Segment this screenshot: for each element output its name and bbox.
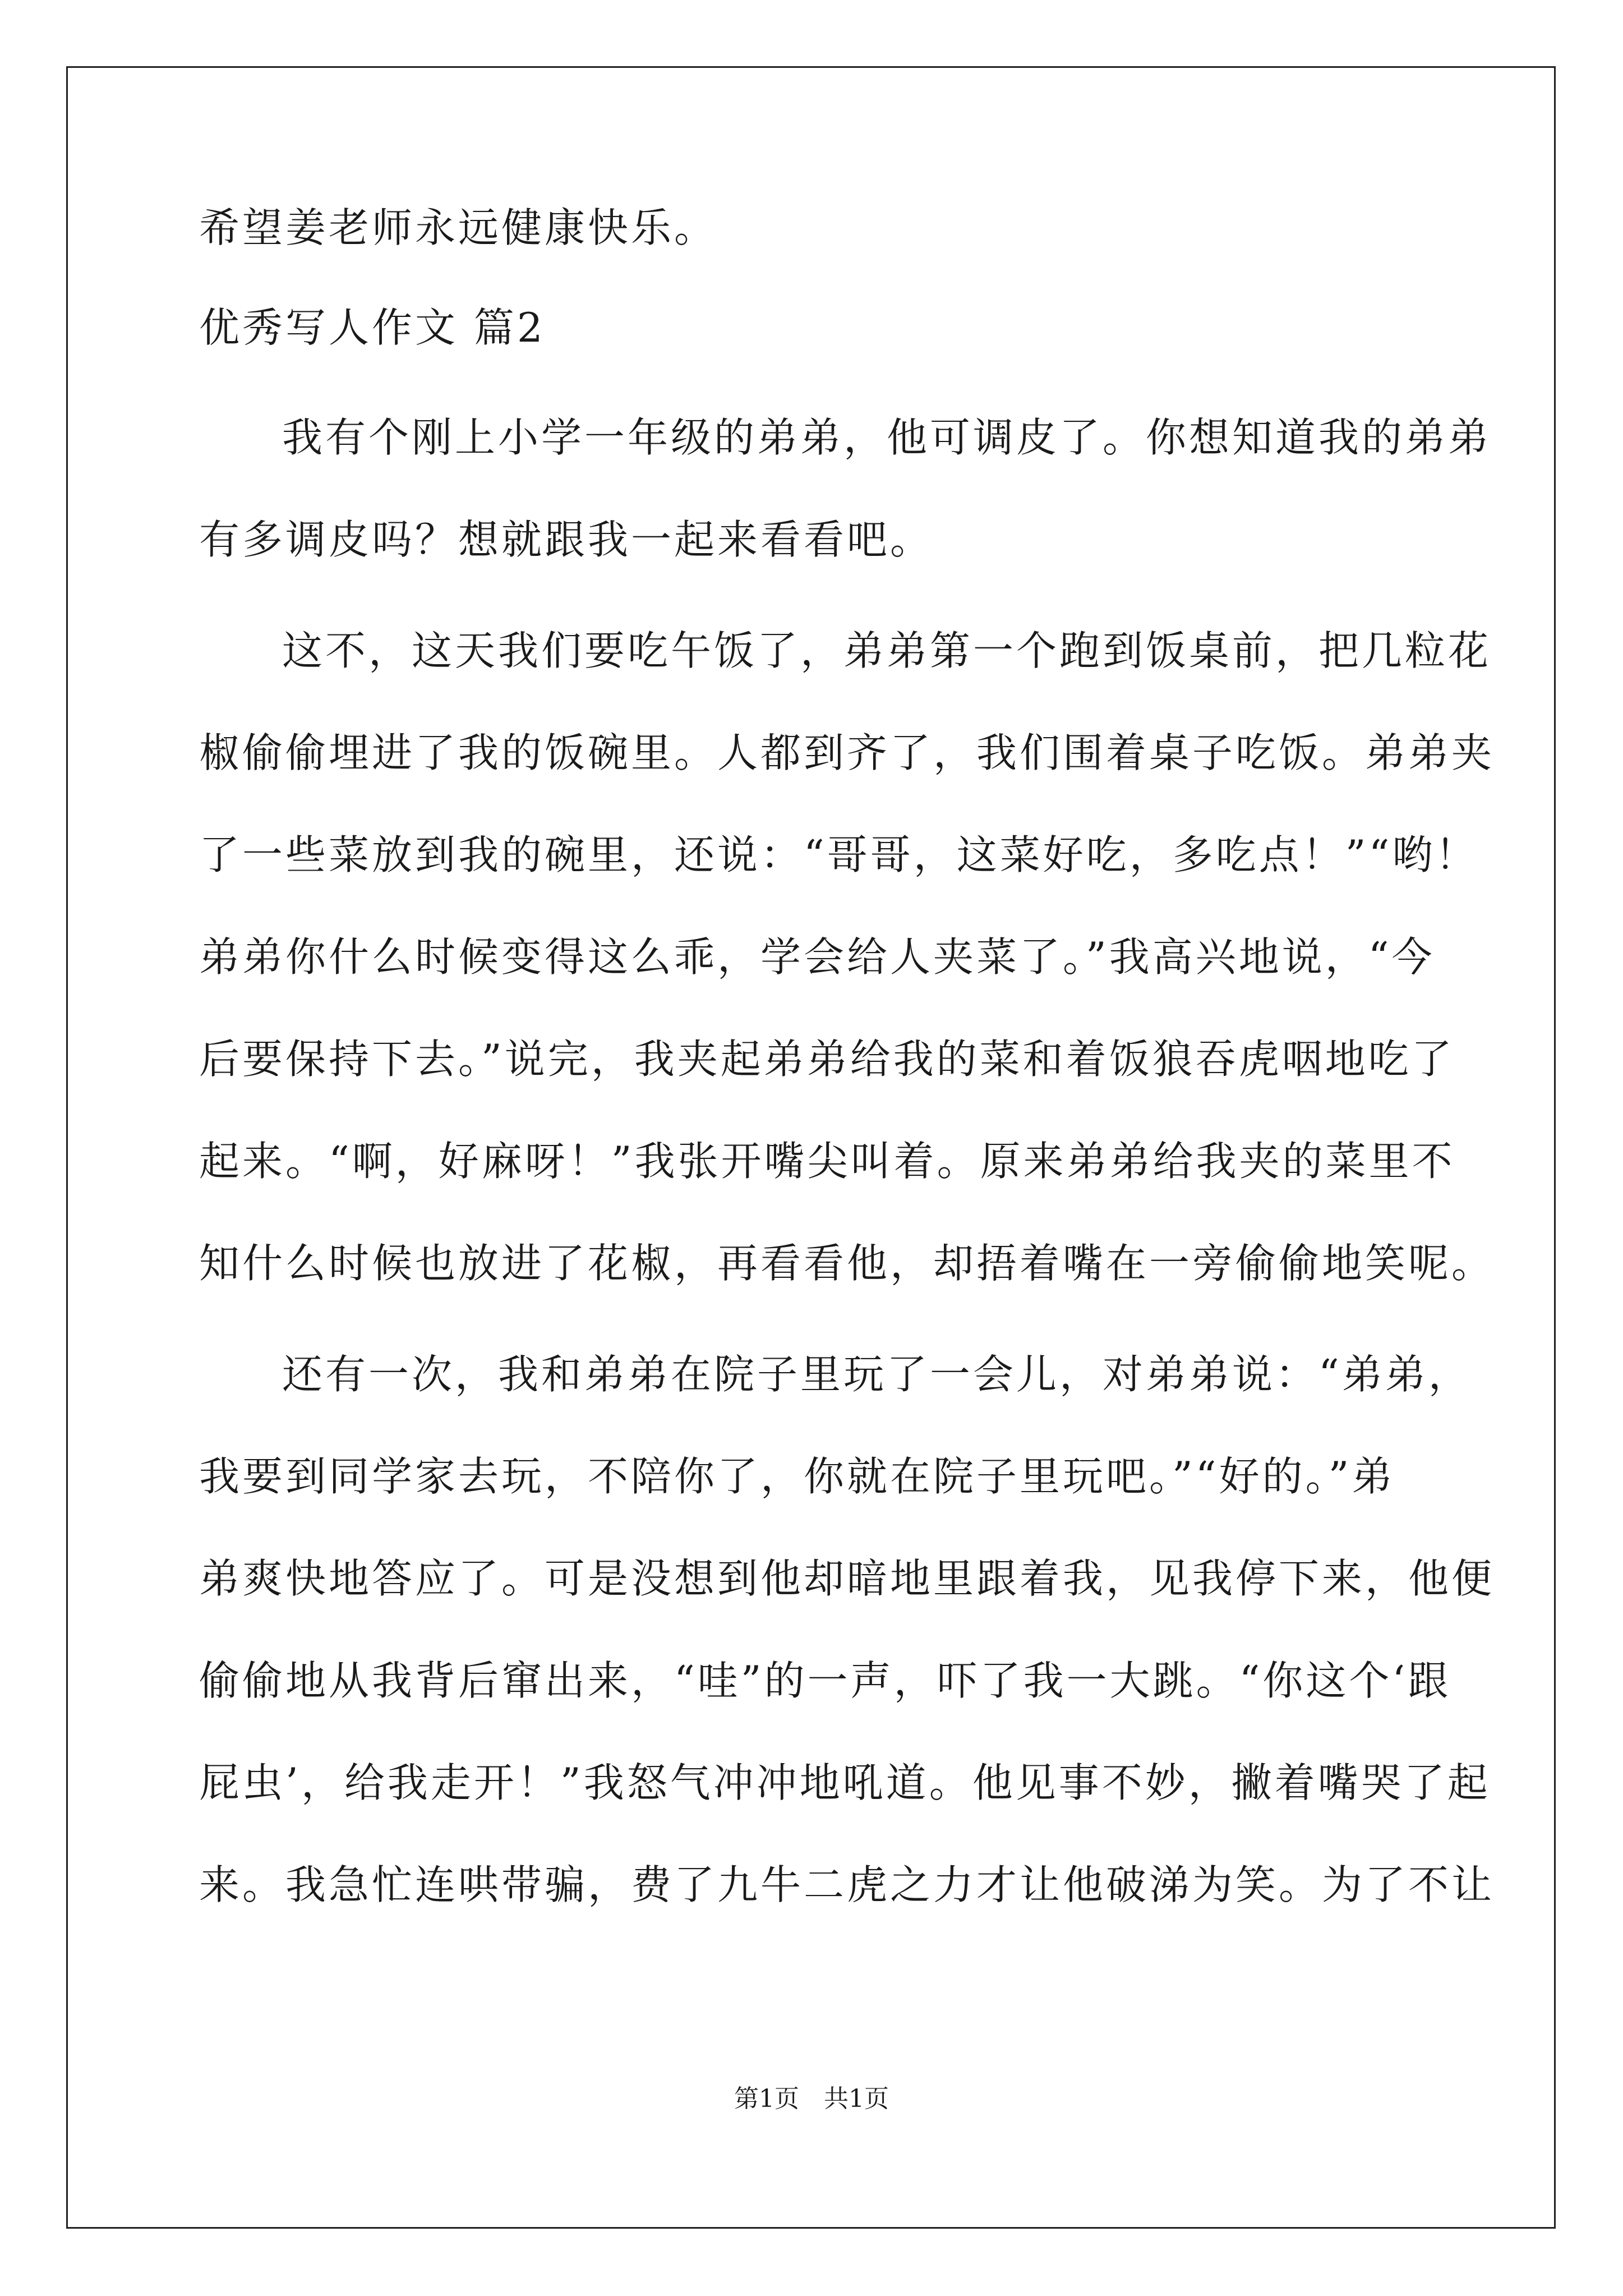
- paragraph-line: 知什么时候也放进了花椒，再看看他，却捂着嘴在一旁偷偷地笑呢。: [199, 1240, 1495, 1287]
- paragraph-line: 我要到同学家去玩，不陪你了，你就在院子里玩吧。”“好的。”弟: [199, 1453, 1395, 1500]
- paragraph-line: 屁虫’，给我走开！”我怒气冲冲地吼道。他见事不妙，撇着嘴哭了起: [199, 1759, 1491, 1806]
- paragraph-line: 还有一次，我和弟弟在院子里玩了一会儿，对弟弟说：“弟弟，: [282, 1351, 1472, 1398]
- section-heading: 优秀写人作文 篇2: [199, 304, 546, 351]
- paragraph-line: 后要保持下去。”说完，我夹起弟弟给我的菜和着饭狼吞虎咽地吃了: [199, 1036, 1455, 1083]
- paragraph-line: 来。我急忙连哄带骗，费了九牛二虎之力才让他破涕为笑。为了不让: [199, 1861, 1495, 1908]
- page-number: 第1页 共1页: [734, 2085, 889, 2113]
- paragraph-line: 有多调皮吗？想就跟我一起来看看吧。: [199, 516, 934, 563]
- paragraph-line: 起来。“啊，好麻呀！”我张开嘴尖叫着。原来弟弟给我夹的菜里不: [199, 1138, 1455, 1185]
- paragraph-line: 了一些菜放到我的碗里，还说：“哥哥，这菜好吃，多吃点！”“哟！: [199, 831, 1479, 878]
- paragraph-line: 这不，这天我们要吃午饭了，弟弟第一个跑到饭桌前，把几粒花: [282, 627, 1492, 674]
- paragraph-line: 我有个刚上小学一年级的弟弟，他可调皮了。你想知道我的弟弟: [282, 414, 1492, 461]
- paragraph-line: 弟弟你什么时候变得这么乖，学会给人夹菜了。”我高兴地说，“今: [199, 933, 1435, 981]
- paragraph-line: 偷偷地从我背后窜出来，“哇”的一声，吓了我一大跳。“你这个‘跟: [199, 1657, 1451, 1704]
- paragraph-line: 弟爽快地答应了。可是没想到他却暗地里跟着我，见我停下来，他便: [199, 1555, 1495, 1602]
- paragraph-line: 椒偷偷埋进了我的饭碗里。人都到齐了，我们围着桌子吃饭。弟弟夹: [199, 729, 1495, 776]
- text-line: 希望姜老师永远健康快乐。: [199, 204, 718, 251]
